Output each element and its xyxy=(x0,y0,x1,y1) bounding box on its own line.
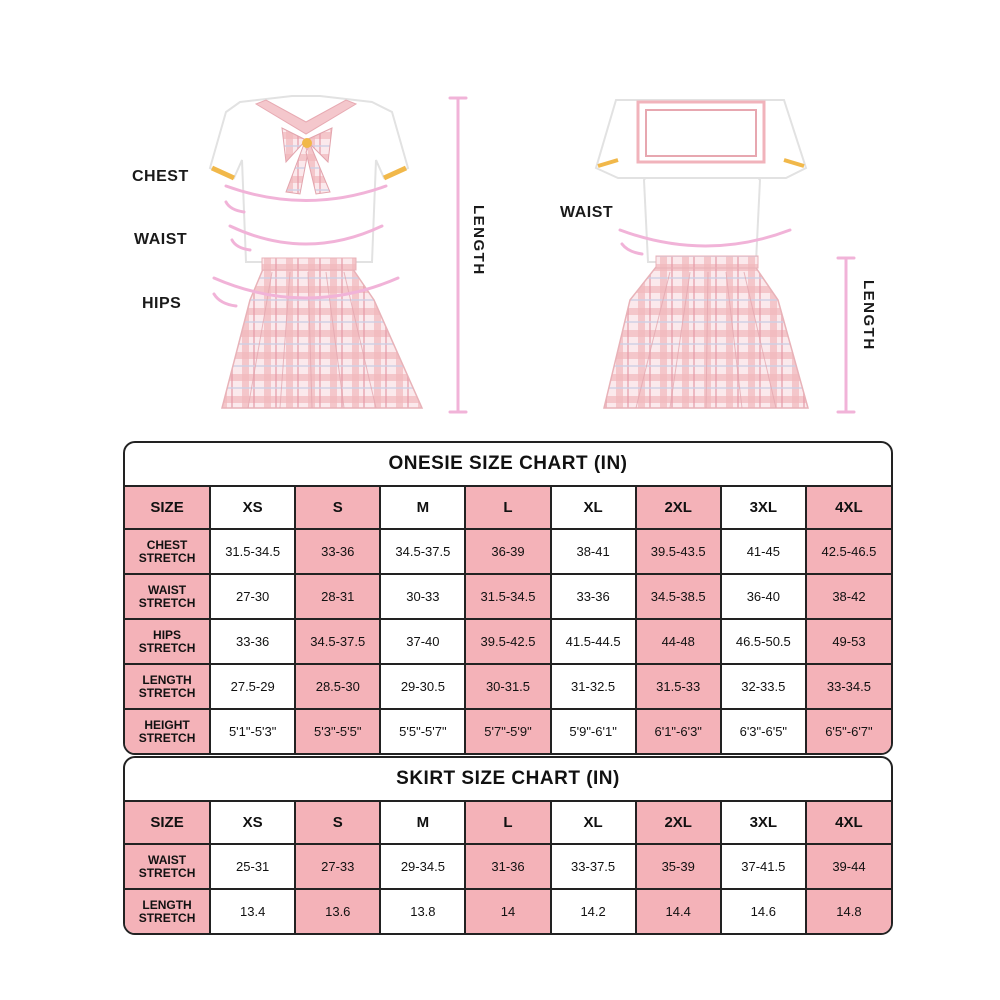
table-cell: 33-36 xyxy=(210,619,295,664)
front-view-outfit xyxy=(210,96,422,408)
table-row xyxy=(125,619,891,664)
size-column-header: S xyxy=(295,802,380,844)
table-cell: 42.5-46.5 xyxy=(806,529,891,574)
table-header-row xyxy=(125,802,891,844)
table-cell: 34.5-38.5 xyxy=(636,574,721,619)
table-cell: 28.5-30 xyxy=(295,664,380,709)
size-header-cell: SIZE xyxy=(125,802,210,844)
size-column-header: 3XL xyxy=(721,802,806,844)
table-cell: 14.6 xyxy=(721,889,806,933)
table-cell: 37-41.5 xyxy=(721,844,806,889)
table-cell: 41-45 xyxy=(721,529,806,574)
row-label-line: STRETCH xyxy=(138,685,196,700)
table-cell: 14.4 xyxy=(636,889,721,933)
size-column-header: XS xyxy=(210,802,295,844)
table-cell: 33-34.5 xyxy=(806,664,891,709)
row-label-cell xyxy=(125,664,210,709)
table-cell: 25-31 xyxy=(210,844,295,889)
table-cell: 35-39 xyxy=(636,844,721,889)
row-label-line: WAIST xyxy=(148,852,187,867)
onesie-chart-title: ONESIE SIZE CHART (IN) xyxy=(125,443,891,487)
table-cell: 44-48 xyxy=(636,619,721,664)
row-label-line: STRETCH xyxy=(138,910,196,925)
table-cell: 14 xyxy=(465,889,550,933)
table-cell: 49-53 xyxy=(806,619,891,664)
onesie-size-chart xyxy=(123,441,893,755)
row-label-line: WAIST xyxy=(148,582,187,597)
table-cell: 5'1"-5'3" xyxy=(210,709,295,753)
size-column-header: 3XL xyxy=(721,487,806,529)
onesie-size-table xyxy=(125,487,891,753)
row-label-line: STRETCH xyxy=(138,550,196,565)
size-column-header: 4XL xyxy=(806,487,891,529)
row-label-line: STRETCH xyxy=(138,595,196,610)
table-cell: 6'1"-6'3" xyxy=(636,709,721,753)
row-label-line: STRETCH xyxy=(138,640,196,655)
size-column-header: M xyxy=(380,802,465,844)
row-label-line: HEIGHT xyxy=(144,717,190,732)
table-row xyxy=(125,709,891,753)
table-cell: 31.5-34.5 xyxy=(210,529,295,574)
row-label-cell xyxy=(125,619,210,664)
size-column-header: 2XL xyxy=(636,487,721,529)
size-column-header: L xyxy=(465,487,550,529)
table-cell: 13.8 xyxy=(380,889,465,933)
size-column-header: XL xyxy=(551,802,636,844)
table-cell: 6'5"-6'7" xyxy=(806,709,891,753)
size-column-header: XL xyxy=(551,487,636,529)
table-cell: 31.5-34.5 xyxy=(465,574,550,619)
table-cell: 37-40 xyxy=(380,619,465,664)
table-cell: 38-42 xyxy=(806,574,891,619)
table-cell: 29-34.5 xyxy=(380,844,465,889)
table-cell: 6'3"-6'5" xyxy=(721,709,806,753)
table-cell: 27-33 xyxy=(295,844,380,889)
table-cell: 5'7"-5'9" xyxy=(465,709,550,753)
table-cell: 31-36 xyxy=(465,844,550,889)
skirt-chart-title: SKIRT SIZE CHART (IN) xyxy=(125,758,891,802)
row-label-cell xyxy=(125,709,210,753)
table-cell: 5'3"-5'5" xyxy=(295,709,380,753)
table-cell: 41.5-44.5 xyxy=(551,619,636,664)
back-waist-label: WAIST xyxy=(560,204,614,221)
row-label-line: LENGTH xyxy=(142,672,192,687)
row-label-line: STRETCH xyxy=(138,730,196,745)
table-cell: 39-44 xyxy=(806,844,891,889)
table-cell: 33-36 xyxy=(551,574,636,619)
table-cell: 38-41 xyxy=(551,529,636,574)
hips-label: HIPS xyxy=(142,295,182,312)
size-column-header: XS xyxy=(210,487,295,529)
table-cell: 36-39 xyxy=(465,529,550,574)
table-cell: 14.8 xyxy=(806,889,891,933)
size-header-cell: SIZE xyxy=(125,487,210,529)
table-cell: 34.5-37.5 xyxy=(380,529,465,574)
table-cell: 30-31.5 xyxy=(465,664,550,709)
table-row xyxy=(125,664,891,709)
outfit-illustration xyxy=(0,0,1000,440)
table-cell: 39.5-42.5 xyxy=(465,619,550,664)
skirt-size-chart xyxy=(123,756,893,935)
table-cell: 46.5-50.5 xyxy=(721,619,806,664)
size-column-header: L xyxy=(465,802,550,844)
table-cell: 13.4 xyxy=(210,889,295,933)
chest-label: CHEST xyxy=(132,168,189,185)
table-cell: 39.5-43.5 xyxy=(636,529,721,574)
table-row xyxy=(125,889,891,933)
table-cell: 32-33.5 xyxy=(721,664,806,709)
size-column-header: 2XL xyxy=(636,802,721,844)
row-label-line: CHEST xyxy=(146,537,188,552)
table-row xyxy=(125,844,891,889)
table-cell: 31-32.5 xyxy=(551,664,636,709)
table-cell: 29-30.5 xyxy=(380,664,465,709)
skirt-size-table xyxy=(125,802,891,933)
waist-label: WAIST xyxy=(134,231,188,248)
back-view-outfit xyxy=(596,100,808,408)
table-cell: 33-37.5 xyxy=(551,844,636,889)
table-row xyxy=(125,529,891,574)
table-cell: 31.5-33 xyxy=(636,664,721,709)
table-cell: 5'9"-6'1" xyxy=(551,709,636,753)
table-cell: 33-36 xyxy=(295,529,380,574)
size-column-header: M xyxy=(380,487,465,529)
table-row xyxy=(125,574,891,619)
size-column-header: 4XL xyxy=(806,802,891,844)
table-cell: 30-33 xyxy=(380,574,465,619)
table-cell: 34.5-37.5 xyxy=(295,619,380,664)
row-label-cell xyxy=(125,574,210,619)
table-cell: 5'5"-5'7" xyxy=(380,709,465,753)
table-cell: 27.5-29 xyxy=(210,664,295,709)
row-label-cell xyxy=(125,529,210,574)
row-label-line: LENGTH xyxy=(142,897,192,912)
front-length-label: LENGTH xyxy=(470,205,487,276)
row-label-line: STRETCH xyxy=(138,865,196,880)
table-cell: 27-30 xyxy=(210,574,295,619)
back-length-label: LENGTH xyxy=(860,280,877,351)
table-header-row xyxy=(125,487,891,529)
table-cell: 14.2 xyxy=(551,889,636,933)
row-label-line: HIPS xyxy=(153,627,182,642)
table-cell: 13.6 xyxy=(295,889,380,933)
size-column-header: S xyxy=(295,487,380,529)
row-label-cell xyxy=(125,889,210,933)
table-cell: 36-40 xyxy=(721,574,806,619)
row-label-cell xyxy=(125,844,210,889)
table-cell: 28-31 xyxy=(295,574,380,619)
